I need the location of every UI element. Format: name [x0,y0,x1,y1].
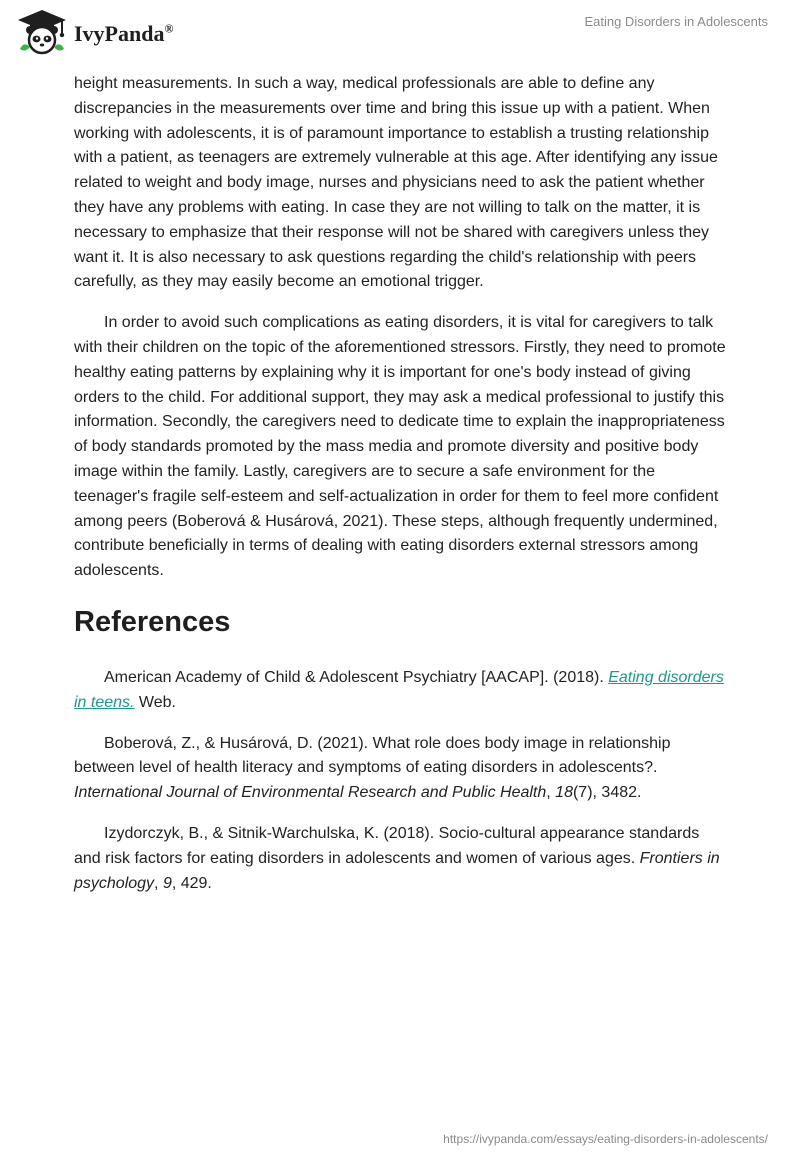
journal-title: Frontiers in psychology [74,849,720,892]
journal-volume: 18 [555,784,573,802]
page-header [0,0,800,70]
references-heading: References [74,605,231,638]
footer-url[interactable]: https://ivypanda.com/essays/eating-disorders-in-adolescents/ [443,1132,768,1146]
reference-link[interactable]: Eating disorders in teens. [74,668,724,711]
body-paragraph: height measurements. In such a way, medical professionals are able to define any discrepancies in the measurements over time and bring this issue up with a patient. When working with adolescents, it is of paramount importance to establish a trusting relationship with a patient, as teenagers are extremely vulnerable at this age. After identifying any issue related to weight and body image, nurses and physicians need to ask the patient whether they have any problems with eating. In case they are not willing to talk on the matter, it is necessary to emphasize that their response will not be shared with caregivers unless they want it. It is also necessary to ask questions regarding the child's relationship with peers carefully, as they may easily become an emotional trigger. [74,75,718,291]
essay-content [74,72,730,912]
reference-item: American Academy of Child & Adolescent Psychiatry [AACAP]. (2018). Eating disorders in teens. Web. [74,668,724,711]
document-title: Eating Disorders in Adolescents [584,14,768,29]
journal-volume: 9 [162,874,172,892]
logo-wordmark: IvyPanda® [74,21,174,46]
reference-item: Boberová, Z., & Husárová, D. (2021). What role does body image in relationship between level of health literacy and symptoms of eating disorders in adolescents?. International Journal of Environmental Research and Public Health, 18(7), 3482. [74,734,671,802]
body-paragraph: In order to avoid such complications as eating disorders, it is vital for caregivers to talk with their children on the topic of the aforementioned stressors. Firstly, they need to promote healthy eating patterns by explaining why it is important for one's body instead of giving orders to the child. For additional support, they may ask a medical professional to justify this information. Secondly, the caregivers need to dedicate time to explain the inappropriateness of body standards promoted by the mass media and promote diversity and positive body image within the family. Lastly, caregivers are to secure a safe environment for the teenager's fragile self-esteem and self-actualization in order for them to feel more confident among peers (Boberová & Husárová, 2021). These steps, although frequently undermined, contribute beneficially in terms of dealing with eating disorders external stressors among adolescents. [74,314,726,580]
journal-title: International Journal of Environmental Research and Public Health [74,784,547,802]
reference-item: Izydorczyk, B., & Sitnik-Warchulska, K. (2018). Socio-cultural appearance standards and risk factors for eating disorders in adolescents and women of various ages. Frontiers in psychology, 9, 429. [74,824,720,892]
panda-graduate-icon [16,9,68,55]
ivypanda-logo[interactable] [16,9,173,55]
